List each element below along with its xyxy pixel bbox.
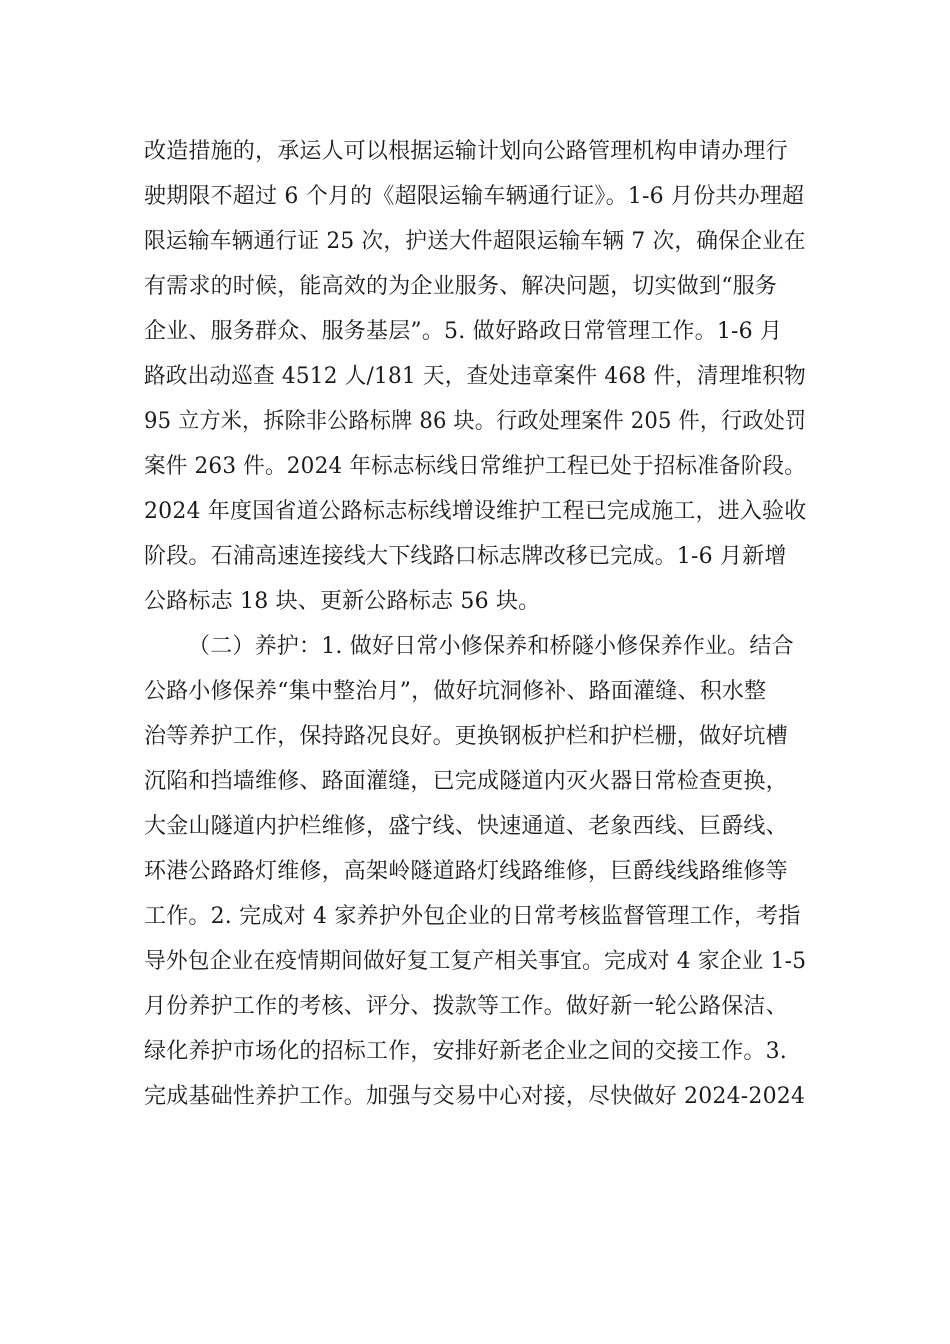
paragraph-line: 95 立方米，拆除非公路标牌 86 块。行政处理案件 205 件，行政处罚 — [144, 409, 807, 434]
paragraph-line: 绿化养护市场化的招标工作，安排好新老企业之间的交接工作。3. — [144, 1039, 787, 1064]
paragraph-line: 工作。2. 完成对 4 家养护外包企业的日常考核监督管理工作，考指 — [144, 904, 801, 929]
paragraph-line: 路政出动巡查 4512 人/181 天，查处违章案件 468 件，清理堆积物 — [144, 364, 806, 389]
paragraph-line: 案件 263 件。2024 年标志标线日常维护工程已处于招标准备阶段。 — [144, 454, 806, 479]
paragraph-line: 治等养护工作，保持路况良好。更换钢板护栏和护栏栅，做好坑槽 — [144, 724, 788, 749]
paragraph-line-indent: （二）养护：1. 做好日常小修保养和桥隧小修保养作业。结合 — [188, 634, 794, 659]
paragraph-line: 驶期限不超过 6 个月的《超限运输车辆通行证》。1-6 月份共办理超 — [144, 184, 805, 209]
paragraph-line: 公路标志 18 块、更新公路标志 56 块。 — [144, 589, 541, 614]
paragraph-line: 阶段。石浦高速连接线大下线路口标志牌改移已完成。1-6 月新增 — [144, 544, 787, 569]
paragraph-line: 企业、服务群众、服务基层”。5. 做好路政日常管理工作。1-6 月 — [144, 319, 783, 344]
paragraph-line: 限运输车辆通行证 25 次，护送大件超限运输车辆 7 次，确保企业在 — [144, 229, 806, 254]
paragraph-line: 月份养护工作的考核、评分、拨款等工作。做好新一轮公路保洁、 — [144, 994, 788, 1019]
paragraph-line: 有需求的时候，能高效的为企业服务、解决问题，切实做到“服务 — [144, 274, 778, 299]
paragraph-line: 导外包企业在疫情期间做好复工复产相关事宜。完成对 4 家企业 1-5 — [144, 949, 807, 974]
paragraph-line: 完成基础性养护工作。加强与交易中心对接，尽快做好 2024-2024 — [144, 1084, 806, 1109]
paragraph-line: 大金山隧道内护栏维修，盛宁线、快速通道、老象西线、巨爵线、 — [144, 814, 788, 839]
paragraph-line: 环港公路路灯维修，高架岭隧道路灯线路维修，巨爵线线路维修等 — [144, 859, 788, 884]
paragraph-line: 2024 年度国省道公路标志标线增设维护工程已完成施工，进入验收 — [144, 499, 807, 524]
paragraph-line: 公路小修保养“集中整治月”，做好坑洞修补、路面灌缝、积水整 — [144, 679, 767, 704]
paragraph-line: 沉陷和挡墙维修、路面灌缝，已完成隧道内灭火器日常检查更换， — [144, 769, 788, 794]
paragraph-line: 改造措施的，承运人可以根据运输计划向公路管理机构申请办理行 — [144, 139, 788, 164]
